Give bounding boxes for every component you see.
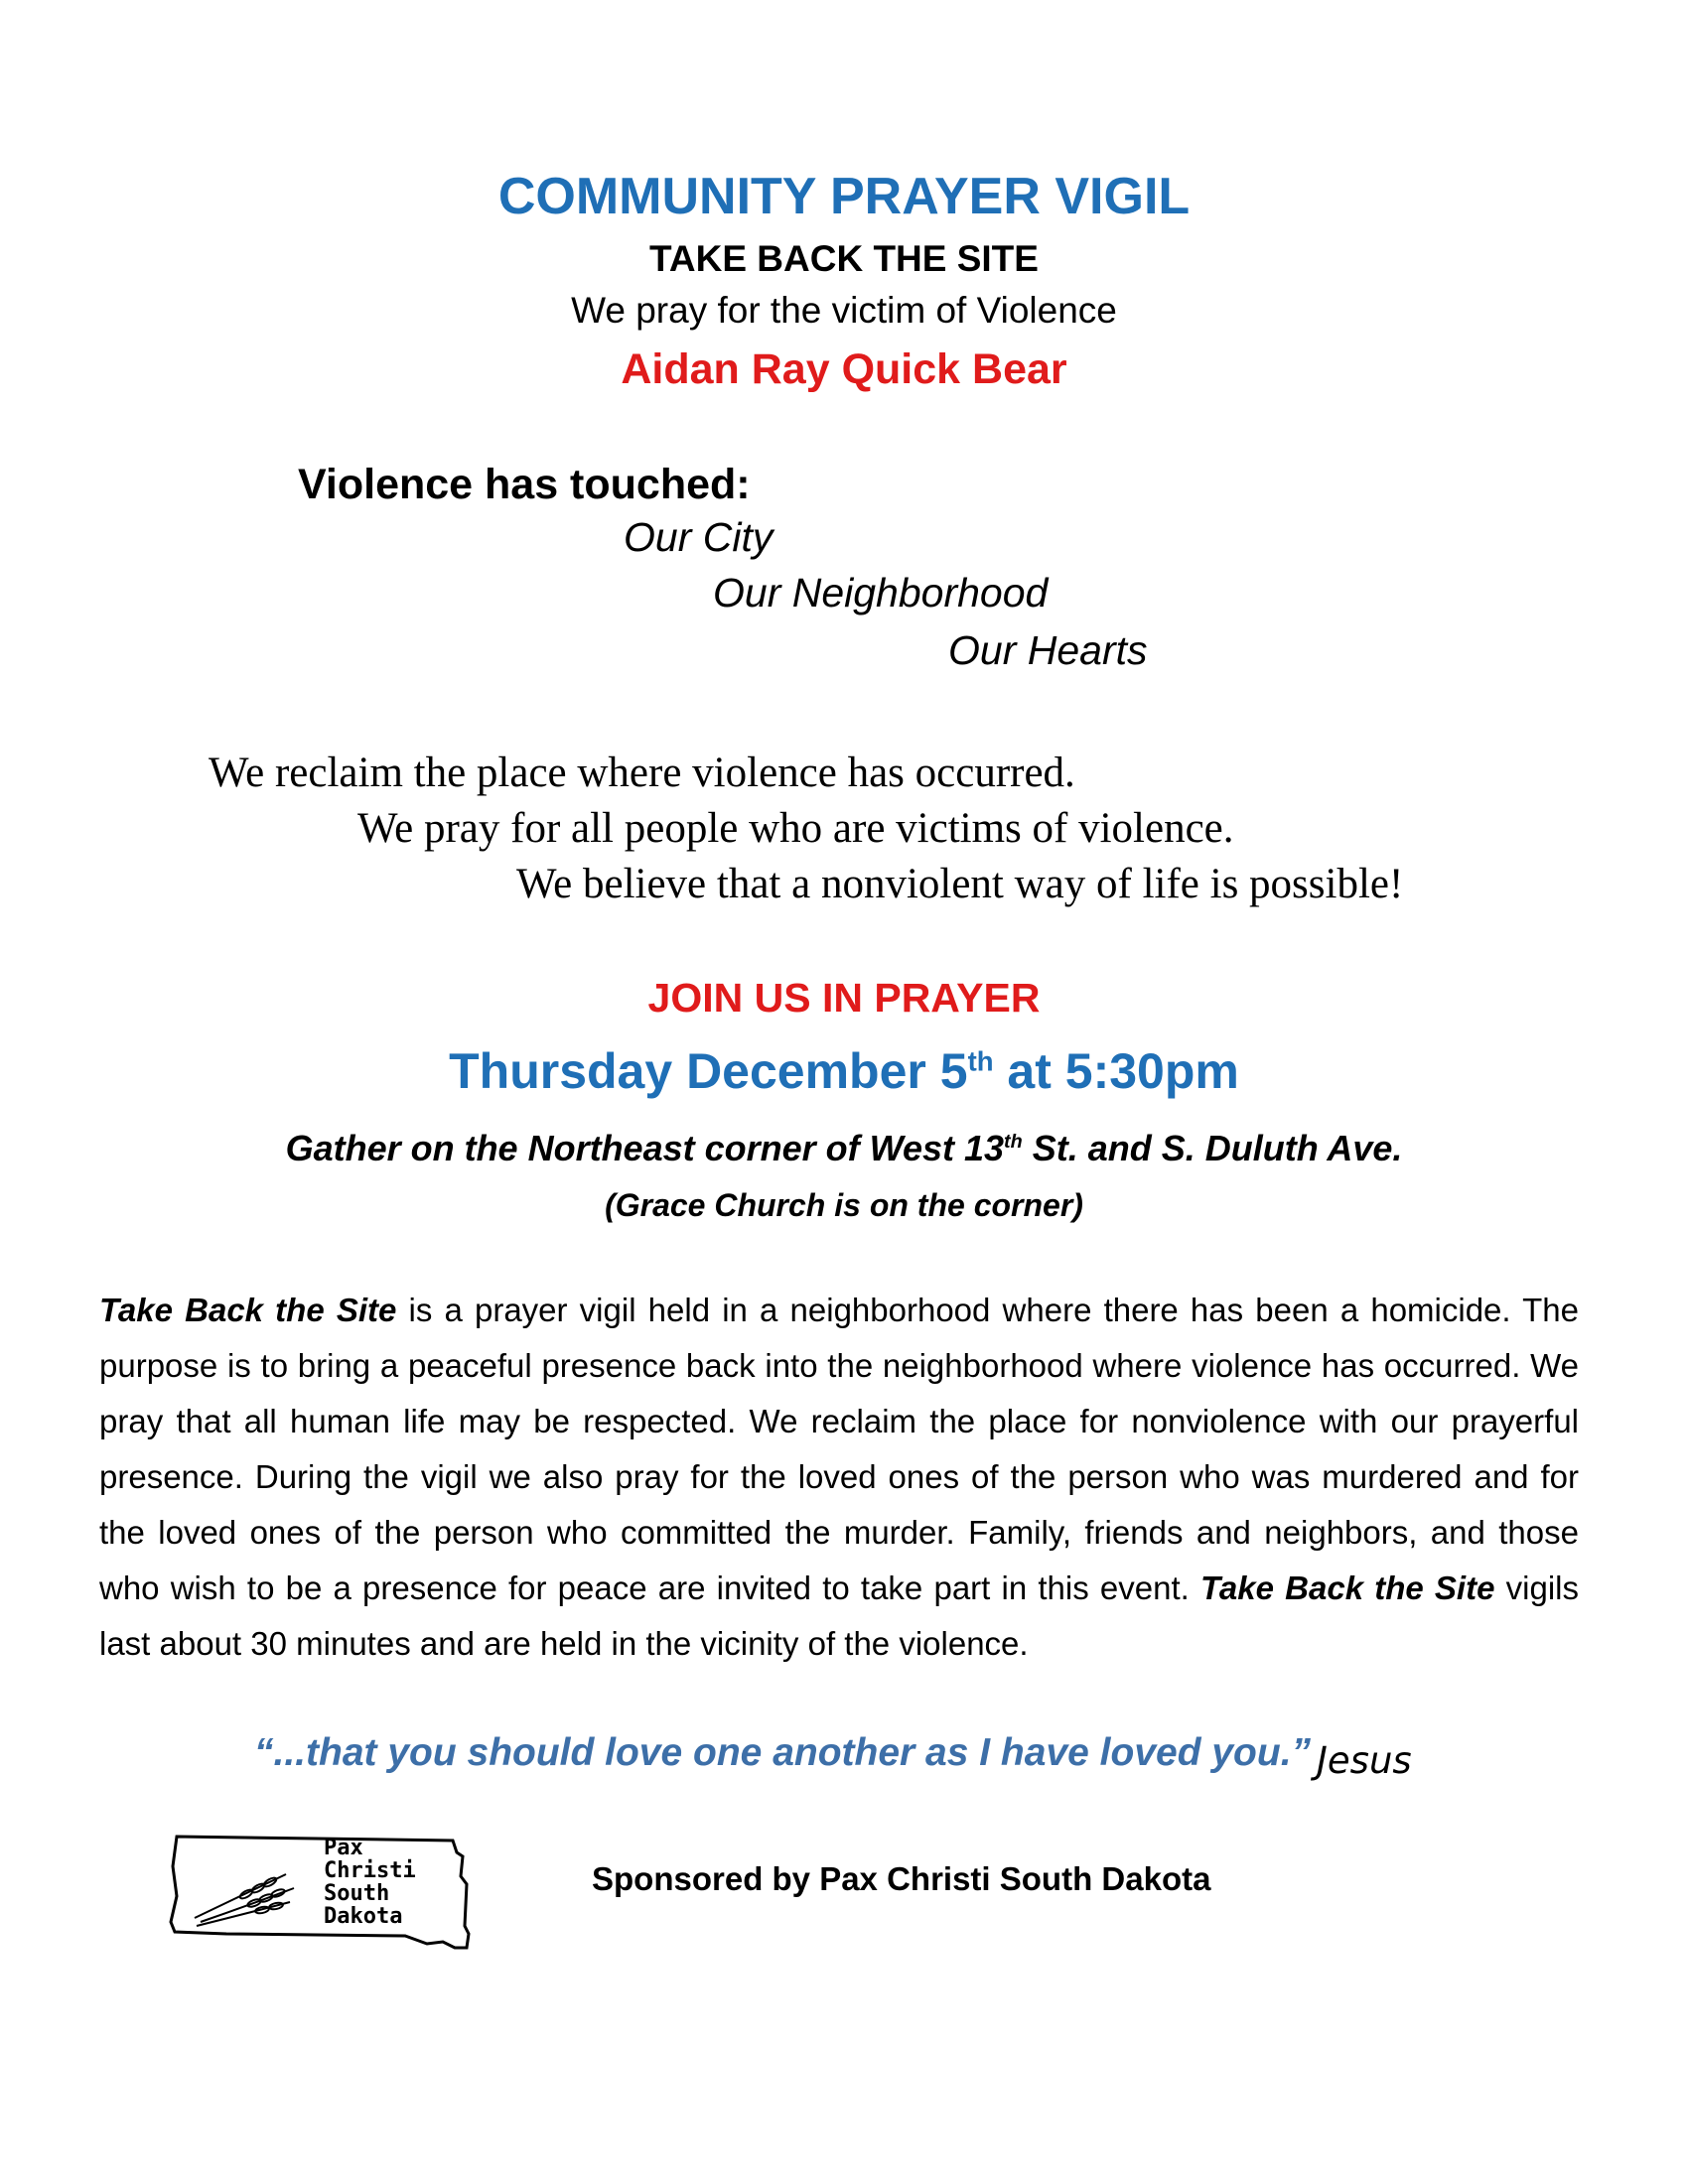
touched-heading: Violence has touched: (298, 461, 751, 508)
touched-item-hearts: Our Hearts (948, 627, 1148, 673)
description-paragraph: Take Back the Site is a prayer vigil held in a neighborhood where there has been a homicide. The purpose is to bring a peaceful presence back into the neighborhood where violence has occurred. We pray that all human life may be respected. We reclaim the place for nonviolence with our prayerful presence. During the vigil we also pray for the loved ones of the person who was murdered and for the loved ones of the person who committed the murder. Family, friends and neighbors, and those who wish to be a presence for peace are invited to take part in this event. Take Back the Site vigils last about 30 minutes and are held in the vicinity of the violence. (99, 1292, 1579, 1662)
statement-reclaim: We reclaim the place where violence has occurred. (209, 750, 1075, 796)
gather-location: Gather on the Northeast corner of West 13th St. and S. Duluth Ave. (285, 1128, 1403, 1168)
quote-line (254, 1731, 1412, 1782)
pray-for-line: We pray for the victim of Violence (571, 290, 1117, 331)
south-dakota-outline-icon (167, 1827, 475, 1956)
logo-text: Pax Christi South Dakota (324, 1836, 416, 1929)
event-date: Thursday December 5th at 5:30pm (449, 1043, 1239, 1099)
quote-attribution: Jesus (1317, 1739, 1412, 1782)
statement-pray: We pray for all people who are victims of violence. (357, 805, 1234, 852)
landmark-note: (Grace Church is on the corner) (605, 1187, 1083, 1223)
touched-item-city: Our City (624, 514, 774, 560)
subtitle: TAKE BACK THE SITE (649, 238, 1039, 279)
touched-item-neighborhood: Our Neighborhood (713, 570, 1049, 615)
victim-name: Aidan Ray Quick Bear (621, 345, 1067, 393)
sponsor-line: Sponsored by Pax Christi South Dakota (592, 1860, 1211, 1897)
wheat-icon (195, 1874, 294, 1926)
join-heading: JOIN US IN PRAYER (647, 975, 1041, 1021)
program-name: Take Back the Site (99, 1292, 397, 1328)
scripture-quote: “...that you should love one another as I have loved you.” (254, 1731, 1312, 1774)
page-title: COMMUNITY PRAYER VIGIL (497, 168, 1191, 225)
pax-christi-logo (167, 1827, 475, 1956)
program-name: Take Back the Site (1200, 1570, 1495, 1606)
statement-believe: We believe that a nonviolent way of life is possible! (516, 861, 1404, 907)
